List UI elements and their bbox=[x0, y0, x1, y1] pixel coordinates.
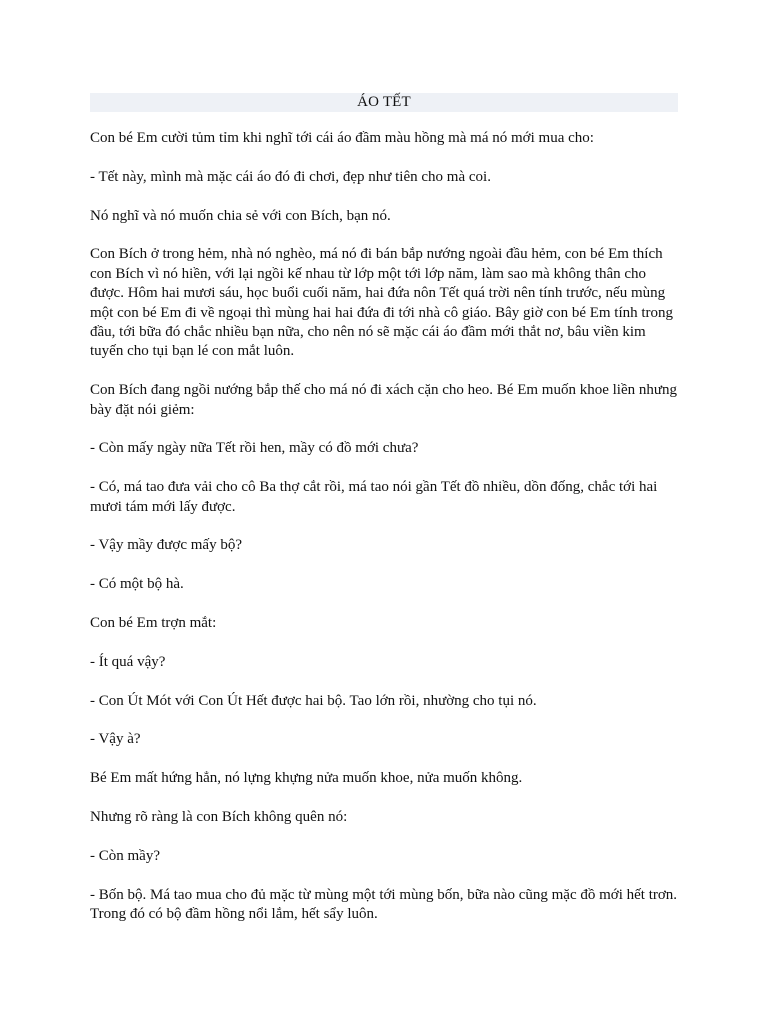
paragraph: Con Bích ở trong hẻm, nhà nó nghèo, má nó đi bán bắp nướng ngoài đầu hẻm, con bé Em thích con Bích vì nó hiền, với lại ngồi kế nhau từ lớp một tới lớp năm, làm sao mà không thân cho được. Hôm hai mươi sáu, học buổi cuối năm, hai đứa nôn Tết quá trời nên tính trước, nếu mùng một con bé Em đi về ngoại thì mùng hai hai đứa đi tới nhà cô giáo. Bây giờ con bé Em tính trong đầu, tới bữa đó chắc nhiều bạn nữa, cho nên nó sẽ mặc cái áo đầm mới thắt nơ, bâu viền kim tuyến cho tụi bạn lé con mắt luôn. bbox=[90, 246, 674, 360]
paragraph: - Ít quá vậy? bbox=[90, 653, 166, 670]
paragraph: - Tết này, mình mà mặc cái áo đó đi chơi, đẹp như tiên cho mà coi. bbox=[90, 168, 491, 185]
paragraph: - Vậy à? bbox=[90, 731, 141, 748]
paragraph: - Còn mấy ngày nữa Tết rồi hen, mầy có đồ mới chưa? bbox=[90, 440, 419, 457]
paragraph: - Còn mầy? bbox=[90, 847, 160, 864]
paragraph: Con bé Em trợn mắt: bbox=[90, 615, 217, 632]
paragraph: - Bốn bộ. Má tao mua cho đủ mặc từ mùng một tới mùng bốn, bữa nào cũng mặc đồ mới hết trơn. Trong đó có bộ đầm hồng nổi lắm, hết sẩy luôn. bbox=[90, 886, 678, 922]
paragraph: - Có một bộ hà. bbox=[90, 576, 184, 593]
document-page bbox=[90, 93, 678, 944]
paragraph: Nhưng rõ ràng là con Bích không quên nó: bbox=[90, 809, 348, 825]
paragraph: - Có, má tao đưa vải cho cô Ba thợ cắt rồi, má tao nói gần Tết đồ nhiều, dồn đống, chắc tới hai mươi tám mới lấy được. bbox=[90, 479, 658, 515]
document-body bbox=[90, 129, 678, 924]
document-title: ÁO TẾT bbox=[90, 93, 678, 112]
paragraph: - Con Út Mót với Con Út Hết được hai bộ. Tao lớn rồi, nhường cho tụi nó. bbox=[90, 692, 537, 709]
paragraph: Con bé Em cười tủm tỉm khi nghĩ tới cái áo đầm màu hồng mà má nó mới mua cho: bbox=[90, 130, 594, 146]
paragraph: - Vậy mầy được mấy bộ? bbox=[90, 537, 242, 554]
paragraph: Nó nghĩ và nó muốn chia sẻ với con Bích, bạn nó. bbox=[90, 207, 391, 224]
paragraph: Bé Em mất hứng hẳn, nó lựng khựng nửa muốn khoe, nửa muốn không. bbox=[90, 770, 523, 787]
paragraph: Con Bích đang ngồi nướng bắp thế cho má nó đi xách cặn cho heo. Bé Em muốn khoe liền nhưng bày đặt nói giẻm: bbox=[90, 382, 677, 418]
